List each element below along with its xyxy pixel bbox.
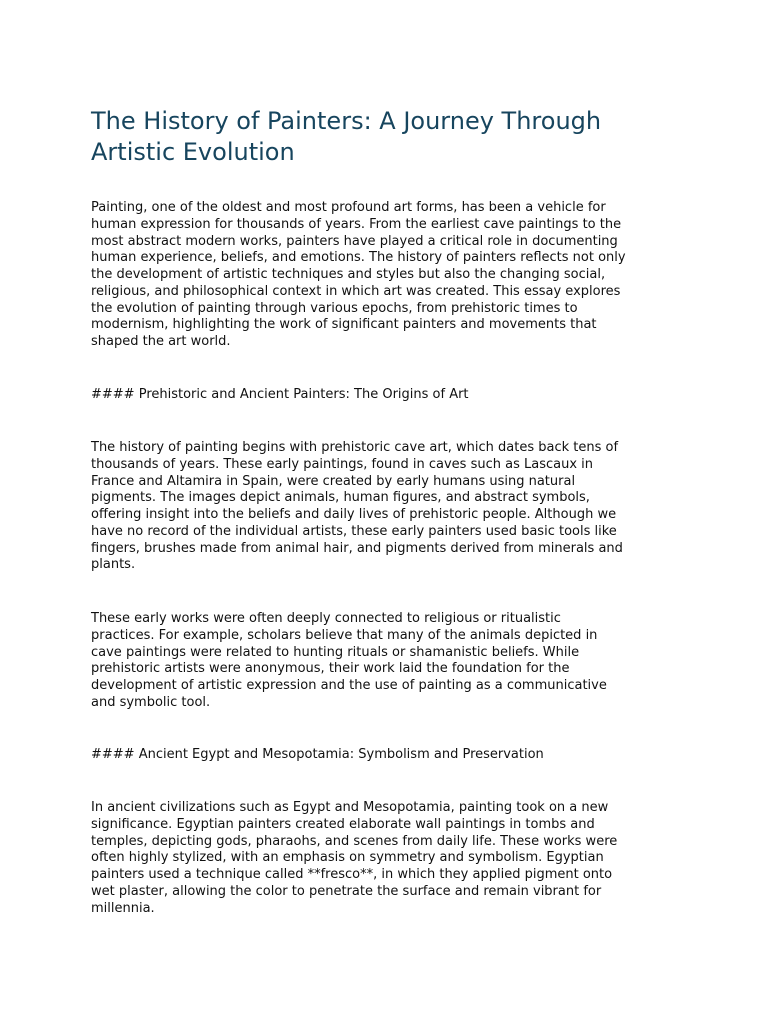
paragraph-egypt [91, 800, 617, 917]
text-line: often highly stylized, with an emphasis on symmetry and symbolism. Egyptian [91, 850, 604, 866]
paragraph-prehistoric-1 [91, 440, 623, 574]
heading-text: #### Prehistoric and Ancient Painters: The Origins of Art [91, 387, 469, 402]
title-line: The History of Painters: A Journey Through [91, 107, 602, 135]
section-heading-egypt [91, 747, 544, 764]
text-line: human experience, beliefs, and emotions. The history of painters reflects not only [91, 250, 626, 266]
text-line: pigments. The images depict animals, human figures, and abstract symbols, [91, 490, 590, 506]
intro-paragraph [91, 200, 626, 351]
text-line: modernism, highlighting the work of significant painters and movements that [91, 317, 597, 333]
text-line: wet plaster, allowing the color to penetrate the surface and remain vibrant for [91, 883, 602, 899]
text-line: temples, depicting gods, pharaohs, and scenes from daily life. These works were [91, 833, 618, 849]
text-line: prehistoric artists were anonymous, their work laid the foundation for the [91, 661, 570, 677]
text-line: significance. Egyptian painters created elaborate wall paintings in tombs and [91, 816, 595, 832]
text-line: religious, and philosophical context in which art was created. This essay explores [91, 283, 621, 299]
text-line: shaped the art world. [91, 334, 231, 349]
title-line: Artistic Evolution [91, 138, 295, 166]
text-line: most abstract modern works, painters have played a critical role in documenting [91, 233, 618, 249]
text-line: millennia. [91, 900, 155, 916]
text-line: Painting, one of the oldest and most profound art forms, has been a vehicle for [91, 200, 606, 215]
text-line: In ancient civilizations such as Egypt and Mesopotamia, painting took on a new [91, 800, 609, 815]
paragraph-prehistoric-2 [91, 611, 607, 712]
text-line: development of artistic expression and the use of painting as a communicative [91, 678, 607, 693]
text-line: the development of artistic techniques and styles but also the changing social, [91, 267, 606, 282]
text-line: The history of painting begins with prehistoric cave art, which dates back tens of [91, 440, 619, 455]
text-line: fingers, brushes made from animal hair, and pigments derived from minerals and [91, 540, 623, 556]
text-line: the evolution of painting through various epochs, from prehistoric times to [91, 300, 578, 316]
text-line: cave paintings were related to hunting rituals or shamanistic beliefs. While [91, 644, 580, 660]
text-line: plants. [91, 557, 136, 573]
text-line: and symbolic tool. [91, 694, 211, 710]
heading-text: #### Ancient Egypt and Mesopotamia: Symbolism and Preservation [91, 747, 544, 762]
text-line: practices. For example, scholars believe that many of the animals depicted in [91, 627, 598, 643]
text-line: human expression for thousands of years. From the earliest cave paintings to the [91, 216, 622, 232]
document-title [91, 106, 601, 168]
text-line: France and Altamira in Spain, were created by early humans using natural [91, 473, 576, 489]
text-line: have no record of the individual artists, these early painters used basic tools like [91, 523, 617, 539]
text-line: painters used a technique called **fresco**, in which they applied pigment onto [91, 867, 613, 882]
text-line: offering insight into the beliefs and daily lives of prehistoric people. Although we [91, 507, 617, 522]
section-heading-prehistoric [91, 387, 469, 404]
text-line: thousands of years. These early paintings, found in caves such as Lascaux in [91, 456, 594, 472]
text-line: These early works were often deeply connected to religious or ritualistic [91, 611, 561, 626]
